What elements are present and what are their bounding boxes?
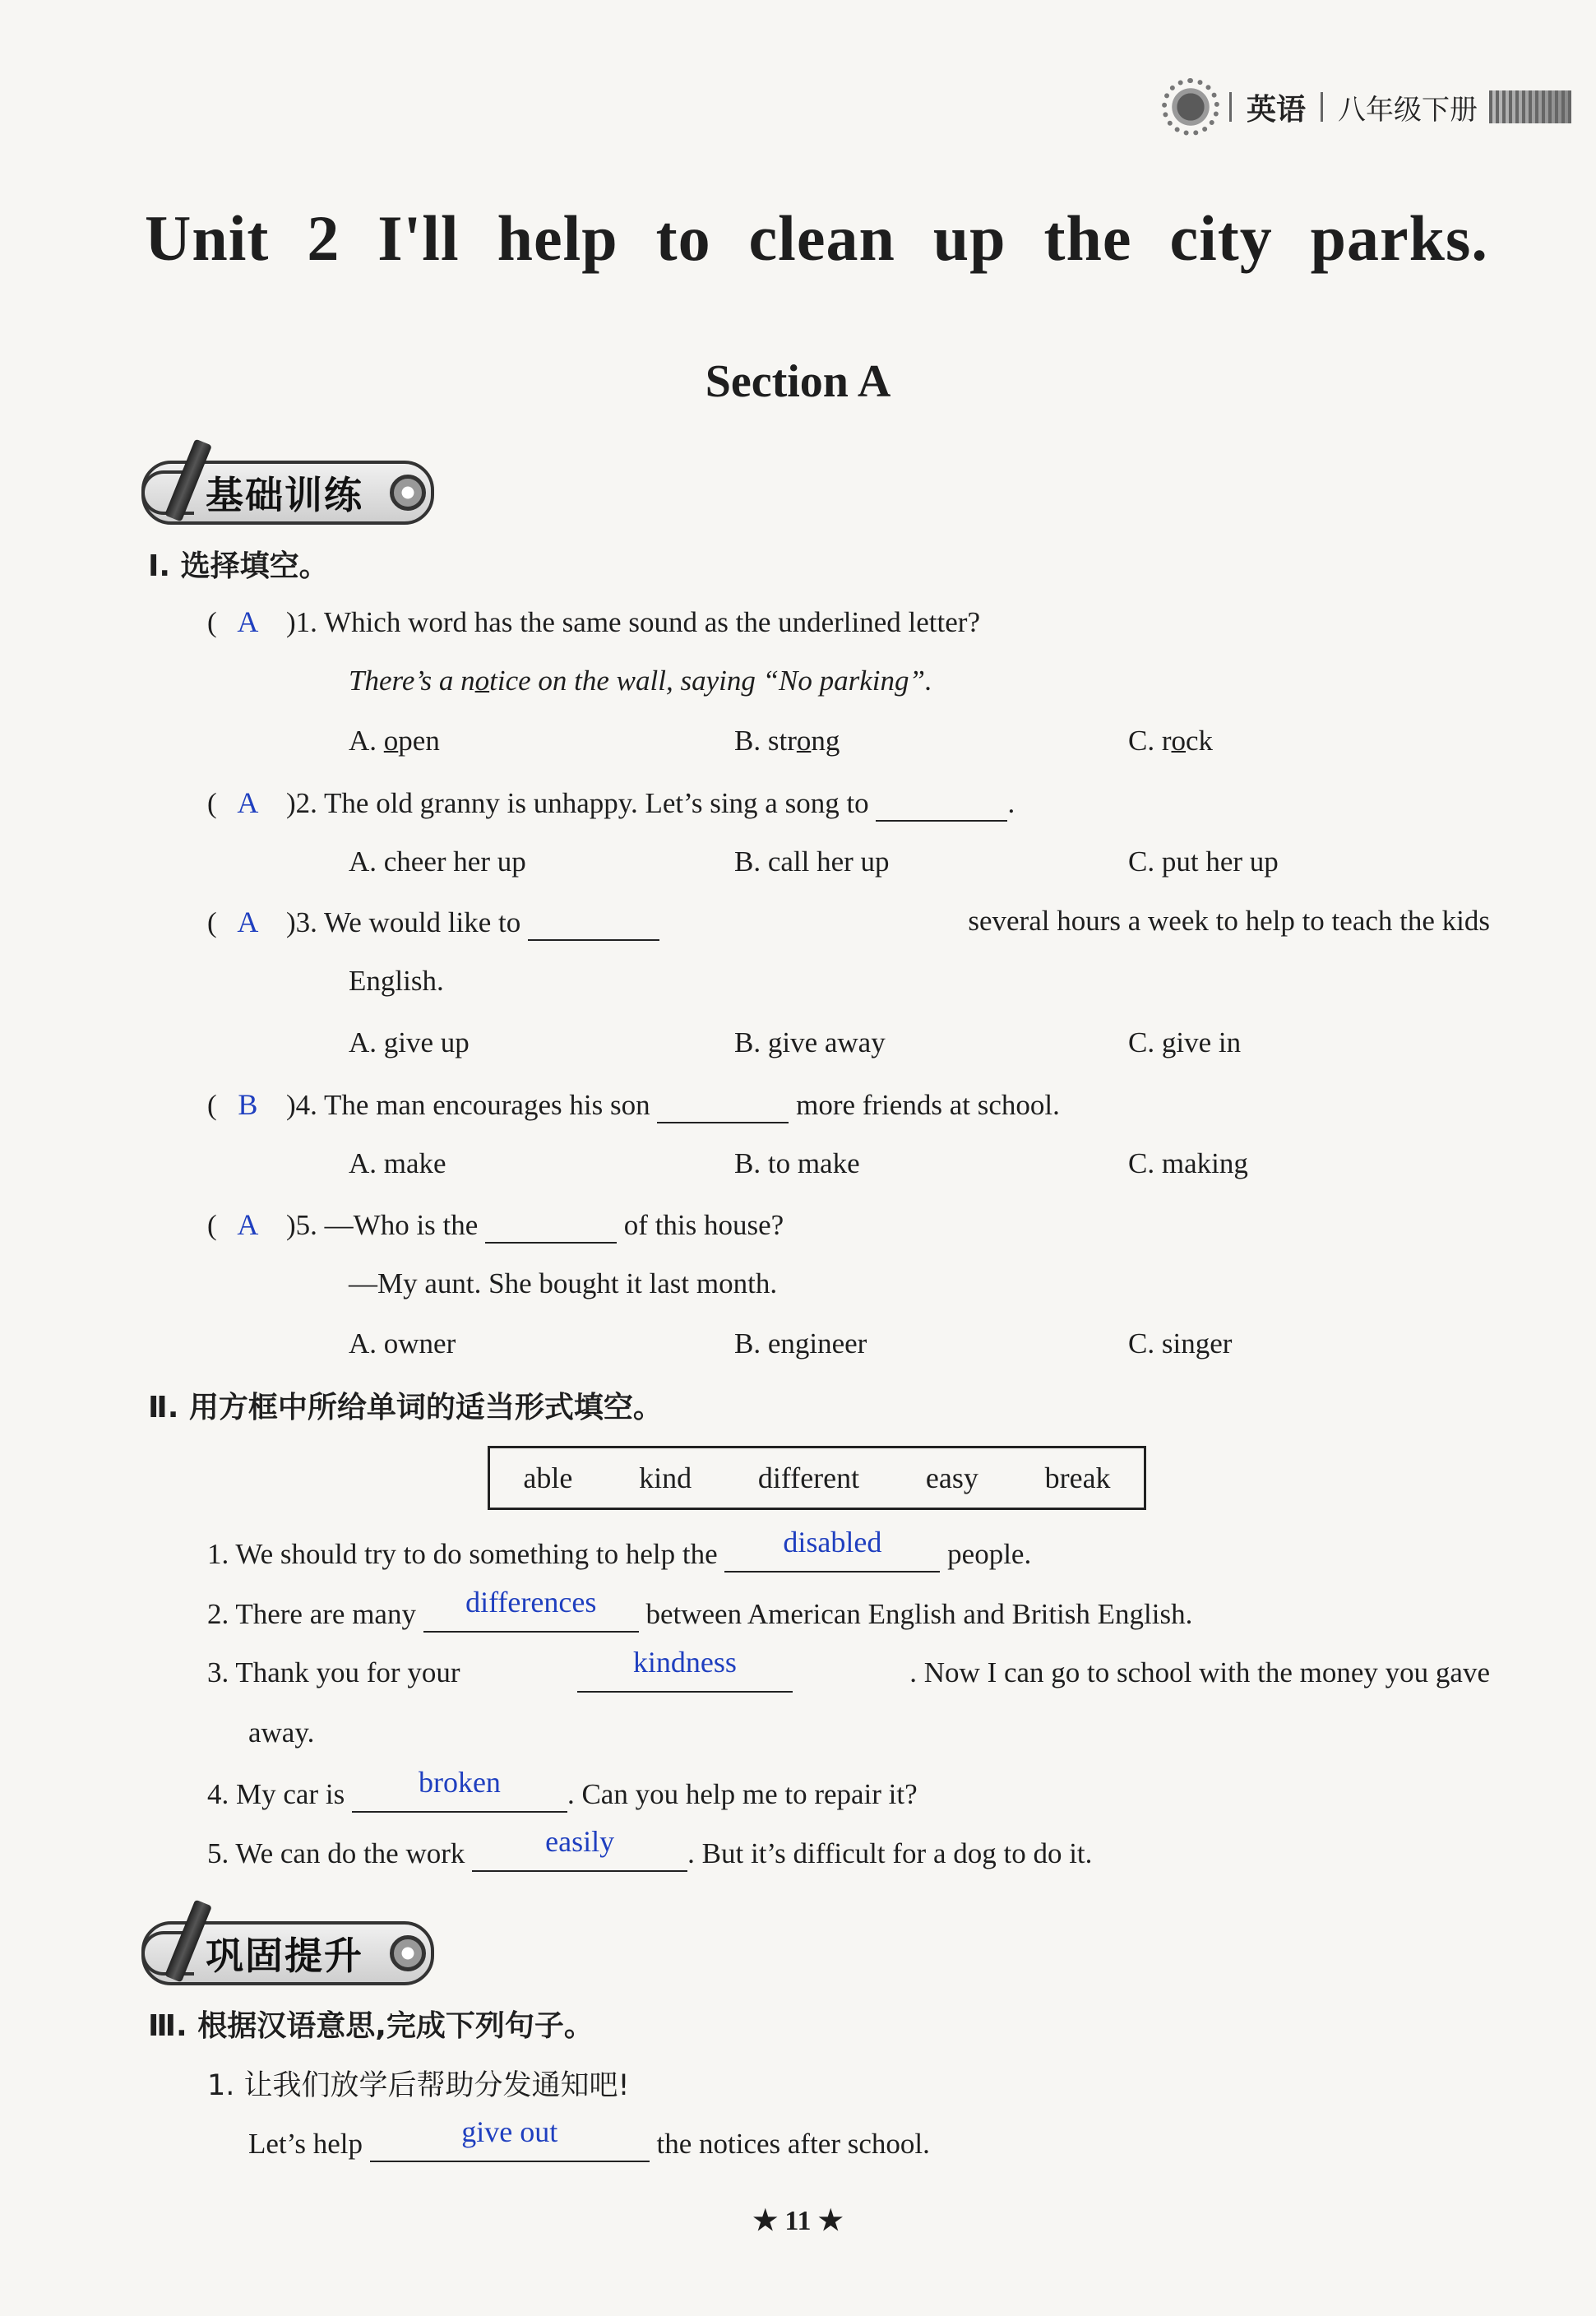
header-subject: 英语 <box>1246 92 1306 127</box>
question-2: ( A )2. The old granny is unhappy. Let’s sing a song to . <box>207 785 1015 822</box>
answer-paren: ( A <box>207 905 286 939</box>
ring-icon <box>390 475 426 511</box>
option-a: A. give up <box>349 1026 470 1058</box>
underlined-letter: o <box>474 665 490 697</box>
answer-blank[interactable] <box>472 1825 687 1872</box>
page-header <box>1167 78 1571 136</box>
choice-answer: B <box>238 1088 258 1121</box>
question-stem: Which word has the same sound as the underlined letter? <box>324 606 980 638</box>
answer-blank[interactable] <box>370 2115 650 2162</box>
part2-heading: Ⅱ. 用方框中所给单词的适当形式填空。 <box>148 1391 663 1424</box>
badge-consolidation <box>141 1921 434 1985</box>
fill-sentence-3: 3. Thank you for your kindness . Now I can go to school with the money you gave <box>207 1656 1490 1693</box>
answer-paren: ( A <box>207 1207 286 1242</box>
answer-blank[interactable] <box>724 1526 940 1573</box>
title-word: city <box>1169 202 1273 274</box>
option-a: A. cheer her up <box>349 845 526 878</box>
question-4: ( B )4. The man encourages his son more friends at school. <box>207 1087 1060 1123</box>
title-word: the <box>1043 202 1132 274</box>
filled-answer: kindness <box>632 1646 737 1679</box>
header-separator <box>1321 92 1323 122</box>
option-b: B. give away <box>734 1026 886 1058</box>
word-box-item: easy <box>925 1461 978 1494</box>
title-word: clean <box>748 202 895 274</box>
option-c: C. singer <box>1128 1327 1233 1359</box>
title-word: I'll <box>377 202 460 274</box>
answer-blank[interactable] <box>352 1766 567 1813</box>
fill-sentence-4: 4. My car is broken . Can you help me to repair it? <box>207 1776 918 1813</box>
fill-sentence-2: 2. There are many differences between American English and British English. <box>207 1596 1192 1633</box>
word-box-item: different <box>757 1461 860 1494</box>
header-grade: 八年级下册 <box>1338 93 1478 127</box>
badge-label: 巩固提升 <box>206 1934 363 1978</box>
title-word: Unit <box>145 202 270 274</box>
answer-blank[interactable] <box>485 1209 617 1244</box>
filled-answer: easily <box>545 1825 615 1858</box>
filled-answer: differences <box>465 1586 597 1619</box>
answer-paren: ( B <box>207 1087 286 1122</box>
option-c: C. making <box>1128 1147 1248 1179</box>
title-word: help <box>497 202 618 274</box>
header-bars-decoration <box>1489 90 1571 123</box>
word-box-item: kind <box>639 1461 692 1494</box>
option-a: A. make <box>349 1147 446 1179</box>
option-b: B. to make <box>734 1147 860 1179</box>
fill-sentence-3-continued: away. <box>248 1716 315 1749</box>
question-3: ( A )3. We would like to several hours a week to help to teach the kids <box>207 905 1490 941</box>
fill-sentence-5: 5. We can do the work easily . But it’s difficult for a dog to do it. <box>207 1836 1092 1872</box>
word-box-item: break <box>1044 1461 1111 1494</box>
answer-blank[interactable] <box>577 1646 793 1693</box>
question-3-continued: English. <box>349 965 444 997</box>
answer-blank[interactable] <box>528 906 659 941</box>
badge-basic-training <box>141 461 434 525</box>
option-c: C. rock <box>1128 725 1214 757</box>
translate-sentence-1-cn: 1. 让我们放学后帮助分发通知吧! <box>207 2069 630 2102</box>
page-number: ★ 11 ★ <box>752 2206 844 2236</box>
filled-answer: disabled <box>783 1526 882 1559</box>
answer-paren: ( A <box>207 604 286 639</box>
title-word: up <box>932 202 1006 274</box>
filled-answer: broken <box>418 1766 501 1799</box>
part1-heading: Ⅰ. 选择填空。 <box>148 549 329 583</box>
option-c: C. give in <box>1128 1026 1242 1058</box>
part3-heading: Ⅲ. 根据汉语意思,完成下列句子。 <box>148 2009 594 2043</box>
option-a: A. owner <box>349 1327 456 1359</box>
ring-icon <box>390 1935 426 1971</box>
filled-answer: give out <box>461 2115 558 2148</box>
unit-title <box>145 201 1488 276</box>
word-box-item: able <box>523 1461 573 1494</box>
header-separator <box>1229 92 1232 122</box>
option-b: B. strong <box>734 725 840 757</box>
choice-answer: A <box>237 605 259 638</box>
sun-logo-icon <box>1167 83 1214 131</box>
badge-label: 基础训练 <box>206 473 363 517</box>
word-box <box>488 1446 1146 1510</box>
section-title: Section A <box>705 356 891 407</box>
title-word: to <box>655 202 711 274</box>
translate-sentence-1: Let’s help give out the notices after school. <box>248 2126 930 2162</box>
question-1: ( A )1. Which word has the same sound as the underlined letter? <box>207 605 980 638</box>
question-5-reply: —My aunt. She bought it last month. <box>349 1267 778 1299</box>
choice-answer: A <box>237 1208 259 1241</box>
answer-paren: ( A <box>207 785 286 820</box>
option-b: B. call her up <box>734 845 890 878</box>
fill-sentence-1: 1. We should try to do something to help the disabled people. <box>207 1536 1031 1573</box>
question-5: ( A )5. —Who is the of this house? <box>207 1207 784 1244</box>
title-word: parks. <box>1310 202 1488 274</box>
answer-blank[interactable] <box>657 1089 789 1123</box>
question-1-sentence: There’s a notice on the wall, saying “No parking”. <box>349 665 932 697</box>
option-a: A. open <box>349 725 440 757</box>
choice-answer: A <box>237 786 259 819</box>
title-word: 2 <box>307 202 340 274</box>
answer-blank[interactable] <box>423 1586 639 1633</box>
answer-blank[interactable] <box>876 787 1007 822</box>
option-b: B. engineer <box>734 1327 867 1359</box>
option-c: C. put her up <box>1128 845 1279 878</box>
choice-answer: A <box>237 906 259 938</box>
